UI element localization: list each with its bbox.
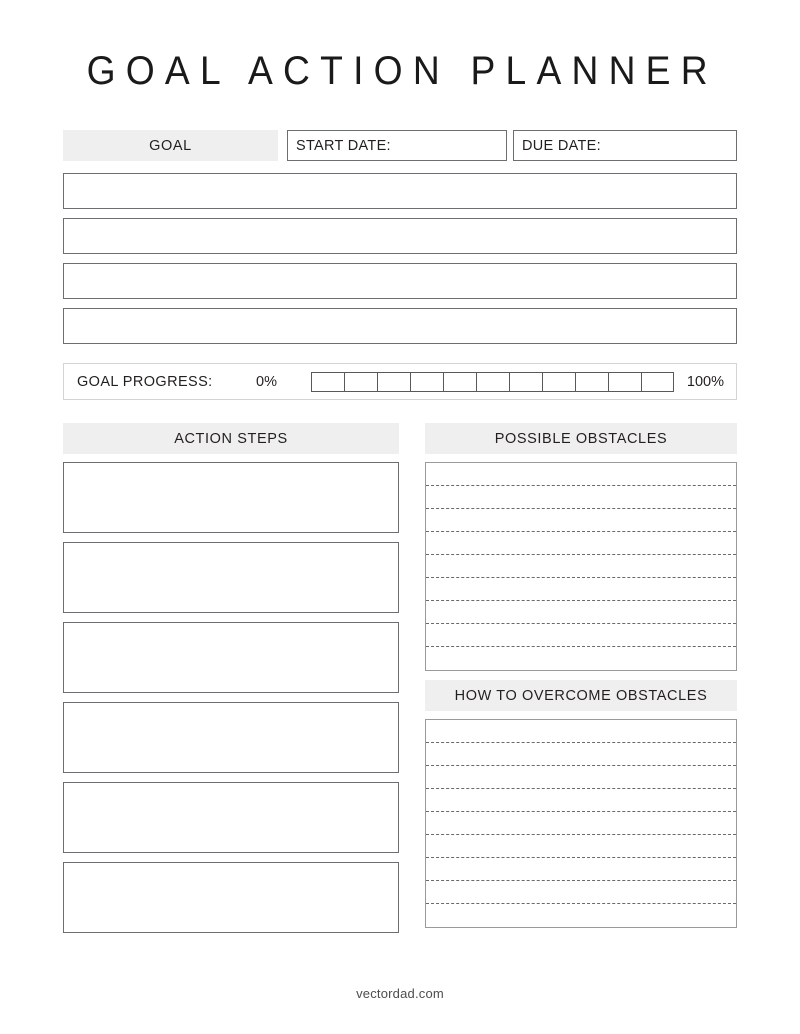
write-line[interactable]: [426, 743, 736, 766]
goal-lines-group: [63, 173, 737, 353]
write-line[interactable]: [426, 835, 736, 858]
progress-segment[interactable]: [476, 372, 509, 392]
write-line[interactable]: [426, 578, 736, 601]
action-step-box[interactable]: [63, 462, 399, 533]
progress-segment[interactable]: [641, 372, 674, 392]
page-title: GOAL ACTION PLANNER: [86, 49, 718, 93]
write-line[interactable]: [426, 624, 736, 647]
write-line[interactable]: [426, 555, 736, 578]
write-line[interactable]: [426, 881, 736, 904]
obstacles-column: [425, 423, 737, 928]
action-step-box[interactable]: [63, 542, 399, 613]
action-steps-column: [63, 423, 399, 942]
goal-progress-label: GOAL PROGRESS:: [77, 373, 213, 390]
goal-header-label: GOAL: [63, 130, 278, 161]
footer-watermark: vectordad.com: [356, 986, 444, 1001]
progress-segment[interactable]: [377, 372, 410, 392]
write-line[interactable]: [426, 463, 736, 486]
goal-line-input[interactable]: [63, 263, 737, 299]
progress-segment[interactable]: [344, 372, 377, 392]
progress-segment[interactable]: [410, 372, 443, 392]
write-line[interactable]: [426, 601, 736, 624]
goal-line-input[interactable]: [63, 218, 737, 254]
possible-obstacles-header: POSSIBLE OBSTACLES: [425, 423, 737, 454]
write-line[interactable]: [426, 858, 736, 881]
write-line[interactable]: [426, 647, 736, 670]
goal-line-input[interactable]: [63, 173, 737, 209]
action-step-box[interactable]: [63, 862, 399, 933]
write-line[interactable]: [426, 766, 736, 789]
action-step-box[interactable]: [63, 782, 399, 853]
progress-segment[interactable]: [443, 372, 476, 392]
overcome-obstacles-header: HOW TO OVERCOME OBSTACLES: [425, 680, 737, 711]
write-line[interactable]: [426, 904, 736, 927]
progress-segment-grid: [311, 372, 674, 392]
action-steps-list: [63, 462, 399, 933]
goal-line-input[interactable]: [63, 308, 737, 344]
write-line[interactable]: [426, 789, 736, 812]
header-row: [63, 130, 737, 161]
action-step-box[interactable]: [63, 702, 399, 773]
due-date-field[interactable]: DUE DATE:: [513, 130, 737, 161]
possible-obstacles-box: [425, 462, 737, 671]
progress-segment[interactable]: [575, 372, 608, 392]
progress-max-label: 100%: [686, 373, 724, 390]
progress-segment[interactable]: [509, 372, 542, 392]
write-line[interactable]: [426, 720, 736, 743]
progress-segment[interactable]: [608, 372, 641, 392]
write-line[interactable]: [426, 532, 736, 555]
start-date-field[interactable]: START DATE:: [287, 130, 507, 161]
write-line[interactable]: [426, 812, 736, 835]
progress-segment[interactable]: [542, 372, 575, 392]
progress-segment[interactable]: [311, 372, 344, 392]
write-line[interactable]: [426, 509, 736, 532]
action-steps-header: ACTION STEPS: [63, 423, 399, 454]
goal-progress-tracker: [63, 363, 737, 400]
write-line[interactable]: [426, 486, 736, 509]
action-step-box[interactable]: [63, 622, 399, 693]
overcome-obstacles-box: [425, 719, 737, 928]
progress-min-label: 0%: [256, 373, 277, 390]
